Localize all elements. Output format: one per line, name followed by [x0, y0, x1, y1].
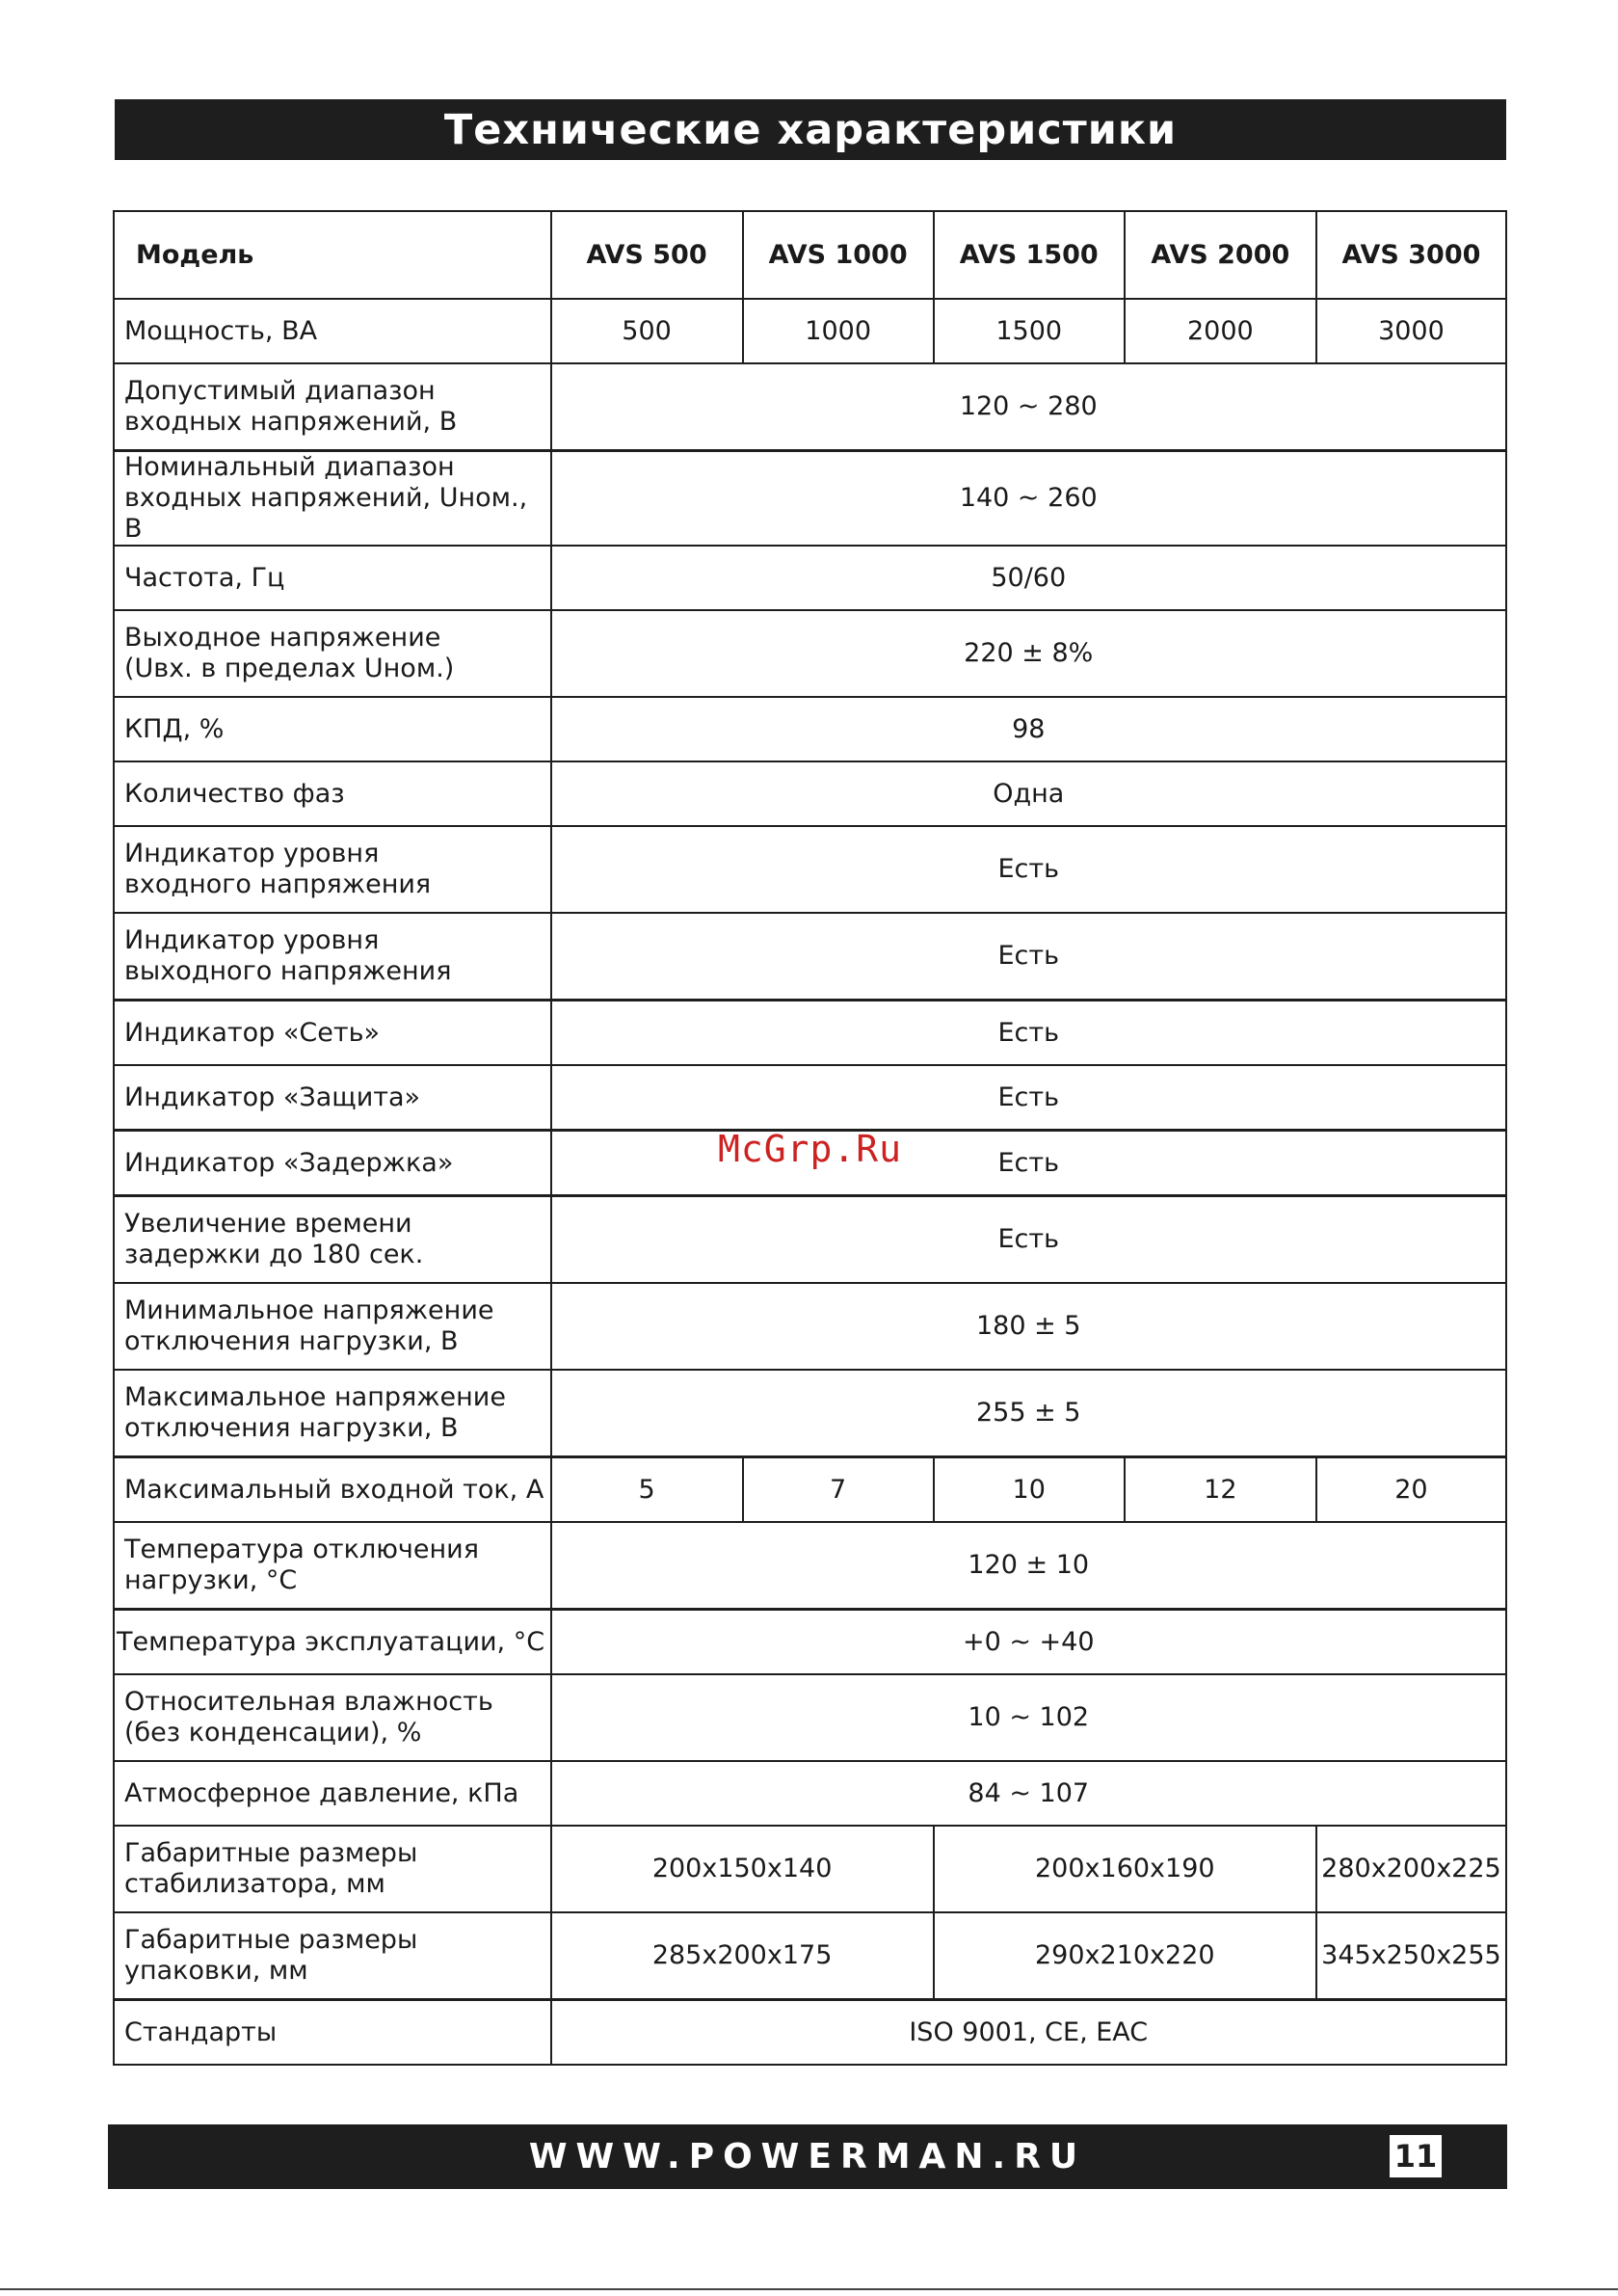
cell-value: 200x150x140	[551, 1826, 934, 1912]
cell-value: 50/60	[551, 546, 1507, 610]
table-row	[114, 451, 1506, 547]
cell-value: 255 ± 5	[551, 1370, 1507, 1457]
page-number: 11	[1390, 2135, 1442, 2177]
row-label: Индикатор уровня выходного напряжения	[114, 913, 551, 1001]
table-row	[114, 1065, 1506, 1131]
table-row	[114, 610, 1506, 697]
row-label: Габаритные размеры упаковки, мм	[114, 1912, 551, 2000]
row-label: Температура эксплуатации, °С	[114, 1610, 551, 1675]
table-row	[114, 1370, 1506, 1457]
row-label: Частота, Гц	[114, 546, 551, 610]
row-label: Минимальное напряжение отключения нагрузки, В	[114, 1283, 551, 1370]
table-header-row	[114, 211, 1506, 299]
cell-value: 285x200x175	[551, 1912, 934, 2000]
table-row	[114, 1610, 1506, 1675]
cell-value: 3000	[1316, 299, 1506, 363]
cell-value: 7	[743, 1457, 934, 1523]
table-row	[114, 1674, 1506, 1761]
table-row	[114, 1457, 1506, 1523]
cell-value: 120 ~ 280	[551, 363, 1507, 451]
cell-value: 10 ~ 102	[551, 1674, 1507, 1761]
table-row	[114, 913, 1506, 1001]
cell-value: 1500	[934, 299, 1125, 363]
row-label: Допустимый диапазон входных напряжений, В	[114, 363, 551, 451]
cell-value: Есть	[551, 1131, 1507, 1196]
row-label: Температура отключения нагрузки, °С	[114, 1522, 551, 1610]
model-header: AVS 500	[551, 211, 743, 299]
cell-value: 220 ± 8%	[551, 610, 1507, 697]
row-label: Атмосферное давление, кПа	[114, 1761, 551, 1826]
model-header: AVS 2000	[1125, 211, 1316, 299]
row-label: Мощность, ВА	[114, 299, 551, 363]
row-label: Выходное напряжение (Uвх. в пределах Uном.)	[114, 610, 551, 697]
model-header: AVS 1000	[743, 211, 934, 299]
table-row	[114, 1283, 1506, 1370]
table-row	[114, 1196, 1506, 1284]
table-row	[114, 363, 1506, 451]
cell-value: Есть	[551, 1196, 1507, 1284]
cell-value: Есть	[551, 1001, 1507, 1066]
cell-value: 290x210x220	[934, 1912, 1316, 2000]
cell-value: 1000	[743, 299, 934, 363]
row-label: Индикатор «Сеть»	[114, 1001, 551, 1066]
row-label: Номинальный диапазон входных напряжений, Uном., В	[114, 451, 551, 547]
table-row	[114, 1522, 1506, 1610]
row-label: Увеличение времени задержки до 180 сек.	[114, 1196, 551, 1284]
cell-value: ISO 9001, CE, EAC	[551, 2000, 1507, 2066]
row-label: Максимальное напряжение отключения нагрузки, В	[114, 1370, 551, 1457]
cell-value: 120 ± 10	[551, 1522, 1507, 1610]
cell-value: +0 ~ +40	[551, 1610, 1507, 1675]
cell-value: 20	[1316, 1457, 1506, 1523]
row-label: Стандарты	[114, 2000, 551, 2066]
cell-value: 140 ~ 260	[551, 451, 1507, 547]
table-row	[114, 546, 1506, 610]
cell-value: 98	[551, 697, 1507, 761]
cell-value: Есть	[551, 1065, 1507, 1131]
watermark: McGrp.Ru	[718, 1128, 903, 1170]
table-row	[114, 1912, 1506, 2000]
divider	[0, 2288, 1618, 2290]
model-header-label: Модель	[114, 211, 551, 299]
page-title: Технические характеристики	[115, 99, 1506, 160]
cell-value: 5	[551, 1457, 743, 1523]
table-row	[114, 1826, 1506, 1912]
row-label: Индикатор уровня входного напряжения	[114, 826, 551, 913]
cell-value: Есть	[551, 913, 1507, 1001]
model-header: AVS 1500	[934, 211, 1125, 299]
cell-value: 180 ± 5	[551, 1283, 1507, 1370]
row-label: Габаритные размеры стабилизатора, мм	[114, 1826, 551, 1912]
row-label: Индикатор «Защита»	[114, 1065, 551, 1131]
footer-bar	[108, 2124, 1507, 2189]
table-row	[114, 761, 1506, 826]
table-row	[114, 2000, 1506, 2066]
row-label: Максимальный входной ток, А	[114, 1457, 551, 1523]
table-row	[114, 697, 1506, 761]
cell-value: 2000	[1125, 299, 1316, 363]
cell-value: 200x160x190	[934, 1826, 1316, 1912]
cell-value: 280x200x225	[1316, 1826, 1506, 1912]
cell-value: 345x250x255	[1316, 1912, 1506, 2000]
table-row	[114, 1761, 1506, 1826]
table-row	[114, 1001, 1506, 1066]
cell-value: 500	[551, 299, 743, 363]
cell-value: 84 ~ 107	[551, 1761, 1507, 1826]
website-link[interactable]: WWW.POWERMAN.RU	[528, 2137, 1087, 2176]
cell-value: 12	[1125, 1457, 1316, 1523]
cell-value: Одна	[551, 761, 1507, 826]
row-label: Индикатор «Задержка»	[114, 1131, 551, 1196]
row-label: Количество фаз	[114, 761, 551, 826]
cell-value: Есть	[551, 826, 1507, 913]
row-label: КПД, %	[114, 697, 551, 761]
model-header: AVS 3000	[1316, 211, 1506, 299]
table-row	[114, 299, 1506, 363]
cell-value: 10	[934, 1457, 1125, 1523]
row-label: Относительная влажность (без конденсации), %	[114, 1674, 551, 1761]
table-row	[114, 826, 1506, 913]
